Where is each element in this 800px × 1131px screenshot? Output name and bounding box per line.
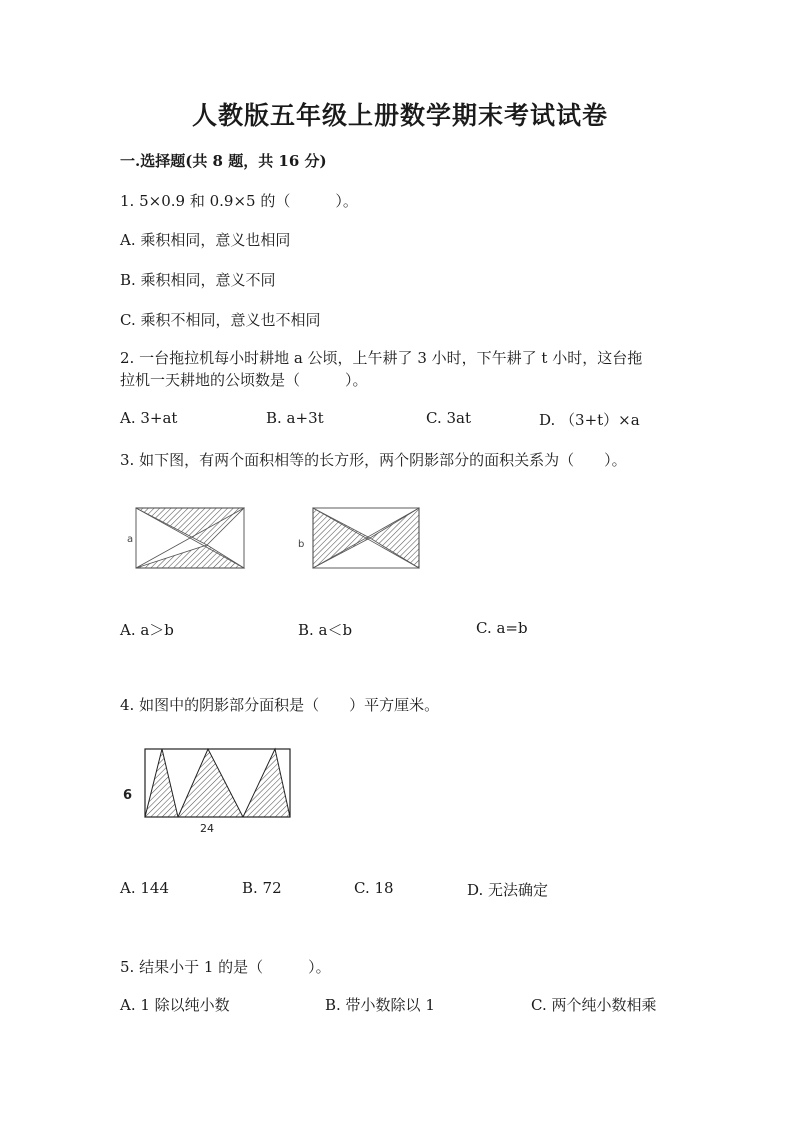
question-2-text-line1: 2. 一台拖拉机每小时耕地 a 公顷，上午耕了 3 小时，下午耕了 t 小时，这台拖: [120, 349, 643, 367]
question-1-option-c[interactable]: C. 乘积不相同，意义也不相同: [120, 311, 321, 329]
question-4-figure: [145, 749, 290, 817]
question-3-option-c[interactable]: C. a=b: [476, 619, 528, 637]
question-1-option-a[interactable]: A. 乘积相同，意义也相同: [120, 231, 291, 249]
question-3-option-b[interactable]: B. a＜b: [298, 621, 353, 639]
question-5-option-b[interactable]: B. 带小数除以 1: [325, 996, 435, 1014]
question-1-text: 1. 5×0.9 和 0.9×5 的（ ）。: [120, 192, 358, 210]
section-heading: 一.选择题(共 8 题，共 16 分): [120, 152, 327, 170]
question-1-option-b[interactable]: B. 乘积相同，意义不同: [120, 271, 276, 289]
question-3-option-a[interactable]: A. a＞b: [120, 621, 174, 639]
question-4-option-d[interactable]: D. 无法确定: [467, 881, 549, 899]
question-5-option-c[interactable]: C. 两个纯小数相乘: [531, 996, 657, 1014]
question-2-option-d[interactable]: D. （3+t）×a: [539, 411, 640, 429]
question-4-option-c[interactable]: C. 18: [354, 879, 394, 897]
question-2-text-line2: 拉机一天耕地的公顷数是（ ）。: [120, 371, 368, 389]
rectangle-a: [136, 508, 244, 568]
question-4-text: 4. 如图中的阴影部分面积是（ ）平方厘米。: [120, 696, 440, 714]
figure-label-a: a: [127, 534, 134, 545]
question-5-text: 5. 结果小于 1 的是（ ）。: [120, 958, 331, 976]
figure-label-b: b: [298, 539, 305, 550]
figure-label-height: 6: [123, 788, 133, 803]
question-2-option-a[interactable]: A. 3+at: [120, 409, 178, 427]
question-2-option-c[interactable]: C. 3at: [426, 409, 471, 427]
question-4-option-a[interactable]: A. 144: [120, 879, 169, 897]
rectangle-b: [313, 508, 419, 568]
question-2-option-b[interactable]: B. a+3t: [266, 409, 324, 427]
figure-label-width: 24: [200, 822, 214, 835]
question-5-option-a[interactable]: A. 1 除以纯小数: [120, 996, 230, 1014]
question-4-option-b[interactable]: B. 72: [242, 879, 282, 897]
page-title: 人教版五年级上册数学期末考试试卷: [191, 101, 608, 130]
question-3-text: 3. 如下图，有两个面积相等的长方形，两个阴影部分的面积关系为（ ）。: [120, 451, 627, 469]
